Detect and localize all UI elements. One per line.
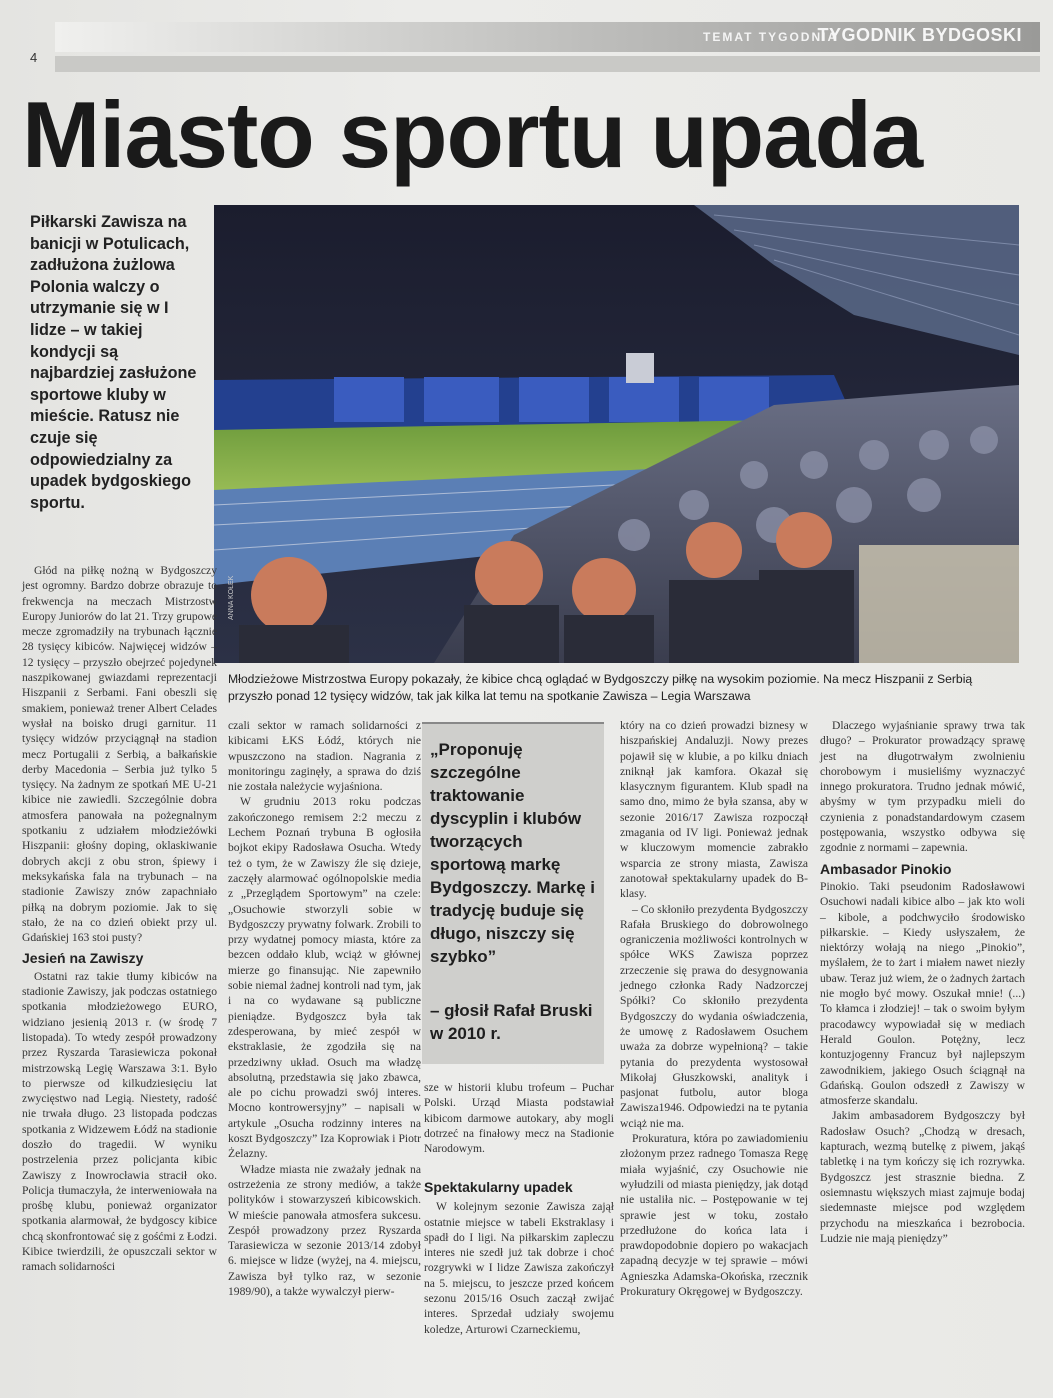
subheading-jesien: Jesień na Zawiszy [22,950,144,967]
scoreboard [626,353,654,383]
photo-credit: ANNA KOŁEK [228,575,235,620]
subheading-upadek: Spektakularny upadek [424,1179,573,1195]
paper-name: TYGODNIK BYDGOSKI [817,25,1022,45]
body-paragraph: czali sektor w ramach solidarności z kibicami ŁKS Łódź, których nie wpuszczono na stadion. Nagrania z monitoringu zaginęły, a sprawa do dziś nie została należycie wyjaśniona. [228,719,421,794]
pull-quote-text: „Proponuję szczególne traktowanie dyscyplin i klubów tworzących sportową markę Bydgoszczy. Markę i tradycję buduje się długo, niszczy się szybko” [430,740,596,966]
stadium-photo [214,205,1019,663]
body-paragraph: W grudniu 2013 roku podczas zakończonego remisem 2:2 meczu z Lechem Poznań trybuna B ogłosiła bojkot ekipy Radosława Osucha. Wtedy też o tym, że w Zawiszy źle się dzieje, zaczęły alarmować ogólnopolskie media z „Przeglądem Sportowym” na czele: „Osuchowie stworzyli sobie w Bydgoszczy prywatny folwark. Zrobili to przy wydatnej pomocy miasta, które za bezcen oddało klub, wciąż w głównej mierze go finansując. Nie zapewniło sobie niemal żadnej kontroli nad tym, jak i na co wydawane są publiczne pieniądze. Bydgoszcz była tak zdesperowana, by mieć zespół w ekstraklasie, że zgodziła się na przedziwny układ. Osuch ma władzę absolutną, przedstawia się jako zbawca, ale po cichu prowadzi swój interes. Mocno kontrowersyjny” – napisali w artykule „Osucha rodzinny interes na koszt Bydgoszczy” Iza Koprowiak i Piotr Żelazny. [228,795,421,1161]
subheading-pinokio: Ambasador Pinokio [820,860,952,877]
section-label: TEMAT TYGODNIA [703,30,839,44]
body-paragraph: W kolejnym sezonie Zawisza zajął ostatnie miejsce w tabeli Ekstraklasy i spadł do I ligi. Na piłkarskim zapleczu interes nie szedł już tak dobrze i choć rozgrywki w I lidze Zawisza zakończył na 5. miejscu, to jeszcze przed końcem sezonu 2015/16 Osuch zaczął zwijać interes. Sprzedał udziały swojemu koledze, Arturowi Czarneckiemu, [424,1200,614,1336]
pull-quote-box [422,722,604,1064]
header-bar [55,22,1040,52]
body-paragraph: Ostatni raz takie tłumy kibiców na stadionie Zawiszy, jak podczas ostatniego spotkania młodzieżowego EURO, widziano jesienią 2013 r. (w środę 7 listopada). To wtedy zespół prowadzony przez Ryszarda Tarasiewicza pokonał mistrzowską Legię Warszawa 3:1. Było to pierwsze od kilkudziesięciu lat zwycięstwo nad Legią. Niestety, radość nie trwała długo. 23 listopada podczas spotkania z Widzewem Łódź na stadionie doszło do tragedii. W wyniku postrzelenia przez policjanta kibic Zawiszy z Inowrocławia stracił oko. Policja tłumaczyła, że interweniowała na prośbę klubu, ponieważ organizator spotkania alarmował, że bydgoscy kibice chcą skonfrontować się z gośćmi z Łodzi. Kibice twierdzili, że opuszczali sektor w ramach solidarności [22,969,217,1274]
body-paragraph: Jakim ambasadorem Bydgoszczy był Radosław Osuch? „Chodzą w dresach, kapturach, wezmą butelkę z piwem, jakąś tabletkę i na tym kończy się ich rozrywka. Bydgoszcz jest strasznie biedna. Z osiemnastu większych miast zajmuje bodaj siedemnaste miejsce pod względem przychodu na mieszkańca i bezrobocia. Ludzie nie mają pieniędzy” [820,1109,1025,1245]
pull-quote-author: – głosił Rafał Bruski w 2010 r. [430,1001,593,1043]
headline: Miasto sportu upada [22,82,923,187]
body-paragraph: Prokuratura, która po zawiadomieniu złożonym przez radnego Tomasza Regę miała wyjaśnić, czy Osuchowie nie wyłudzili od miasta pieniędzy, jak dotąd nie ustaliła nic. – Postępowanie w tej sprawie jest w toku, zostało przedłużone do końca lata i prawdopodobnie dopiero po wakacjach zapadną decyzje w tej sprawie – mówi Agnieszka Adamska-Okońska, rzecznik Prokuratury Okręgowej w Bydgoszczy. [620,1132,808,1298]
photo-caption: Młodzieżowe Mistrzostwa Europy pokazały, że kibice chcą oglądać w Bydgoszczy piłkę na wysokim poziomie. Na mecz Hiszpanii z Serbią przyszło ponad 12 tysięcy widzów, tak jak kilka lat temu na spotkanie Zawisza – Legia Warszawa [228,672,973,703]
stand-seats [859,545,1019,663]
body-paragraph: Pinokio. Taki pseudonim Radosławowi Osuchowi nadali kibice albo – jak kto woli – kibole, a podchwyciło środowisko piłkarskie. – Kiedy usłyszałem, że niektórzy wołają na niego „Pinokio”, myślałem, że to żart i miałem nawet niezły ubaw. Teraz już wiem, że o żadnych żartach nie mogło być mowy. Oszukał mnie! (...) To kłamca i złodziej! – tak o swoim byłym pracodawcy wypowiadał się w mediach Herald Goulon. Potężny, lecz kontuzjogenny Francuz był najlepszym zawodnikiem, jakiego Osuch ściągnął na Gdańską. Goulon odszedł z Zawiszy w atmosferze skandalu. [820,879,1025,1108]
header-divider [55,56,1040,72]
body-paragraph: sze w historii klubu trofeum – Puchar Polski. Urząd Miasta podstawiał kibicom darmowe autokary, aby mogli dotrzeć na finałowy mecz na Stadionie Narodowym. [424,1081,614,1156]
page-number: 4 [30,50,38,65]
column-1 [22,563,217,1275]
body-paragraph: Dlaczego wyjaśnianie sprawy trwa tak długo? – Prokurator prowadzący sprawę jest na długotrwałym zwolnieniu chorobowym i musieliśmy wyznaczyć innego prokuratora. Trudno jednak mówić, abyśmy w tym przypadku mieli do czynienia z ponadstandardowym czasem postępowania, wszystko odbywa się zgodnie z normami – zapewnia. [820,719,1025,855]
column-2 [228,718,421,1299]
body-paragraph: – Co skłoniło prezydenta Bydgoszczy Rafała Bruskiego do dobrowolnego ograniczenia możliwości kontrolnych w spółce WKS Zawisza poprzez zrzeczenie się prawa do desygnowania jednego członka Rady Nadzorczej Spółki? Co skłoniło prezydenta Bydgoszczy do wydania oświadczenia, że umowę z Radosławem Osuchem uważa za dobrze wypełnioną? – takie pytania do prezydenta wystosował Mikołaj Głuszkowski, analityk i pasjonat futbolu, autor bloga Zawisza1946. Odpowiedzi na te pytania wciąż nie ma. [620,902,808,1130]
column-3-bottom [424,1180,614,1337]
lead-paragraph: Piłkarski Zawisza na banicji w Potulicach, zadłużona żużlowa Polonia walczy o utrzymanie się w I lidze – w takiej kondycji są najbardziej zasłużone sportowe kluby w mieście. Ratusz nie czuje się odpowiedzialny za upadek bydgoskiego sportu. [30,213,197,512]
column-5 [820,718,1025,1246]
body-paragraph: Władze miasta nie zważały jednak na ostrzeżenia ze strony mediów, a także polityków i stowarzyszeń kibicowskich. W mieście panowała atmosfera sukcesu. Zespół prowadzony przez Ryszarda Tarasiewicza w sezonie 2013/14 zdobył 6. miejsce w lidze (wyżej, na 4. miejscu, Zawisza był tylko raz, w sezonie 1989/90), a także wywalczył pierw- [228,1162,421,1298]
body-paragraph: który na co dzień prowadzi biznesy w hiszpańskiej Andaluzji. Nowy prezes pojawił się w klubie, a po kilku dniach zniknął jak kamfora. Okazał się klasycznym figurantem. Klub spadł na samo dno, mimo że była szansa, aby w sezonie 2016/17 Zawisza rozpoczął zmagania od IV ligi. Ponieważ jednak w kluczowym momencie zabrakło wsparcia ze strony miasta, Zawisza zanotował spektakularny upadek do B-klasy. [620,719,808,901]
body-paragraph: Głód na piłkę nożną w Bydgoszczy jest ogromny. Bardzo dobrze obrazuje to frekwencja na meczach Mistrzostw Europy Juniorów do lat 21. Trzy grupowe mecze zgromadziły na trybunach łącznie 28 tysięcy kibiców. Najwięcej widzów – 12 tysięcy – przyszło obejrzeć pojedynek naszpikowanej gwiazdami reprezentacji Hiszpanii z Serbami. Fani obeszli się smakiem, ponieważ trener Albert Celades wysłał na boisko drugi garnitur. 11 tysięcy widzów przyciągnął na stadion mecz Portugalii z Serbią, a bałkańskie derby Macedonia – Serbia już tylko 5 tysięcy. Na żadnym ze spotkań ME U-21 kibice nie zawiedli. Szczególnie dobra atmosfera panowała na pożegnalnym spotkaniu z udziałem młodzieżówki Hiszpanii: głośny doping, oklaskiwanie dobrych akcji z obu stron, śpiewy i meksykańska fala na trybunach – na stadionie Zawiszy znów zapachniało piłką na dobrym poziomie. Jak to się stało, że na co dzień obiekt przy ul. Gdańskiej 163 stoi pusty? [22,564,217,945]
column-4 [620,718,808,1299]
column-3-top [424,1080,614,1156]
stadium-illustration [214,205,1019,663]
